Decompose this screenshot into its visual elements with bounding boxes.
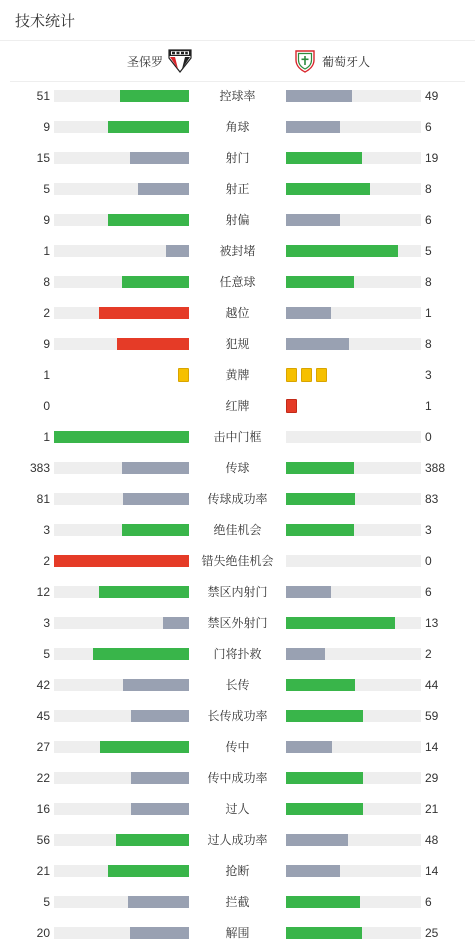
home-stat-value: 81 [36, 492, 50, 506]
home-stat-bar-fill [120, 90, 189, 102]
stat-label: 解围 [225, 926, 250, 940]
stat-label: 射偏 [225, 213, 250, 227]
away-stat-bar-fill [286, 803, 363, 815]
home-stat-bar [54, 276, 189, 288]
away-stat-bar-fill [286, 927, 362, 939]
stat-row [0, 737, 475, 757]
away-stat-bar-fill [286, 245, 398, 257]
away-stat-value: 48 [425, 833, 439, 847]
yellow-card-icon [301, 368, 312, 382]
stat-label: 射门 [225, 151, 250, 165]
red-card-icon [286, 399, 297, 413]
home-stat-value: 5 [43, 182, 50, 196]
home-stat-bar-fill [108, 121, 189, 133]
away-stat-bar [286, 338, 421, 350]
away-cards [286, 399, 297, 413]
away-stat-value: 8 [425, 275, 432, 289]
home-cards [178, 368, 189, 382]
home-stat-bar-fill [117, 338, 189, 350]
home-stat-bar-fill [131, 772, 189, 784]
stat-label: 红牌 [225, 399, 250, 413]
home-stat-bar [54, 803, 189, 815]
stat-label: 传球成功率 [207, 492, 268, 506]
away-stat-value: 19 [425, 151, 439, 165]
away-stat-bar-fill [286, 183, 370, 195]
home-stat-bar [54, 710, 189, 722]
home-stat-value: 8 [43, 275, 50, 289]
title-bar [0, 0, 475, 41]
stat-row [0, 799, 475, 819]
away-stat-bar [286, 865, 421, 877]
stat-row [0, 892, 475, 912]
home-stat-value: 42 [36, 678, 50, 692]
away-stat-bar-fill [286, 896, 360, 908]
home-stat-value: 3 [43, 523, 50, 537]
away-stat-value: 29 [425, 771, 439, 785]
yellow-card-icon [178, 368, 189, 382]
stat-row [0, 830, 475, 850]
home-stat-value: 22 [36, 771, 50, 785]
stat-row [0, 272, 475, 292]
stat-row [0, 365, 475, 385]
home-stat-bar-fill [122, 276, 190, 288]
away-stat-value: 388 [425, 461, 446, 475]
away-cards [286, 368, 327, 382]
stat-label: 任意球 [219, 275, 256, 289]
home-stat-bar-fill [122, 524, 190, 536]
home-stat-bar [54, 896, 189, 908]
away-stat-bar [286, 679, 421, 691]
away-stat-bar-fill [286, 493, 355, 505]
away-stat-bar-fill [286, 617, 395, 629]
home-stat-value: 1 [43, 368, 50, 382]
home-stat-value: 15 [36, 151, 50, 165]
stat-label: 犯规 [225, 337, 250, 351]
home-stat-bar [54, 214, 189, 226]
home-stat-bar [54, 648, 189, 660]
home-stat-value: 27 [36, 740, 50, 754]
stat-row [0, 86, 475, 106]
home-stat-bar-fill [130, 927, 189, 939]
away-stat-bar [286, 214, 421, 226]
stat-label: 击中门框 [213, 430, 262, 444]
away-stat-bar [286, 90, 421, 102]
home-stat-bar-fill [123, 679, 189, 691]
stat-label: 过人成功率 [207, 833, 268, 847]
home-stat-bar [54, 865, 189, 877]
home-stat-value: 9 [43, 120, 50, 134]
away-stat-value: 1 [425, 306, 432, 320]
away-stat-bar-fill [286, 90, 352, 102]
stat-row [0, 241, 475, 261]
page-title: 技术统计 [15, 12, 76, 30]
stat-row [0, 706, 475, 726]
away-stat-value: 8 [425, 337, 432, 351]
away-team-name: 葡萄牙人 [322, 54, 371, 69]
stat-row [0, 520, 475, 540]
home-team-name: 圣保罗 [126, 54, 163, 69]
home-stat-value: 21 [36, 864, 50, 878]
stat-label: 射正 [225, 182, 250, 196]
stat-row [0, 613, 475, 633]
away-stat-bar-fill [286, 462, 354, 474]
away-stat-value: 13 [425, 616, 439, 630]
away-stat-bar [286, 617, 421, 629]
away-stat-value: 5 [425, 244, 432, 258]
stat-row [0, 210, 475, 230]
stat-row [0, 117, 475, 137]
stat-row [0, 148, 475, 168]
home-stat-bar [54, 431, 189, 443]
away-stat-bar-fill [286, 772, 363, 784]
home-stat-bar [54, 493, 189, 505]
stat-label: 禁区内射门 [207, 585, 268, 599]
stat-label: 长传 [225, 678, 250, 692]
away-stat-bar [286, 183, 421, 195]
away-stat-bar-fill [286, 865, 340, 877]
stat-label: 拦截 [225, 895, 250, 909]
away-stat-bar-fill [286, 710, 363, 722]
away-stat-value: 59 [425, 709, 439, 723]
away-team-crest-icon [292, 48, 318, 74]
home-stat-bar [54, 741, 189, 753]
away-team[interactable] [292, 41, 370, 81]
away-stat-bar [286, 741, 421, 753]
stat-row [0, 458, 475, 478]
away-stat-bar-fill [286, 741, 332, 753]
home-stat-bar [54, 524, 189, 536]
home-stat-bar-fill [128, 896, 189, 908]
away-stat-bar-fill [286, 276, 354, 288]
stat-label: 越位 [225, 306, 250, 320]
home-stat-value: 3 [43, 616, 50, 630]
home-stat-bar-fill [100, 741, 189, 753]
away-stat-value: 3 [425, 523, 432, 537]
away-stat-value: 6 [425, 585, 432, 599]
stat-row [0, 303, 475, 323]
stat-label: 禁区外射门 [207, 616, 268, 630]
home-stat-bar-fill [138, 183, 189, 195]
stat-label: 传球 [225, 461, 250, 475]
home-stat-bar-fill [54, 555, 189, 567]
home-stat-value: 1 [43, 430, 50, 444]
away-stat-bar-fill [286, 121, 340, 133]
away-stat-value: 6 [425, 213, 432, 227]
away-stat-value: 1 [425, 399, 432, 413]
away-stat-bar [286, 896, 421, 908]
home-stat-bar [54, 245, 189, 257]
stat-row [0, 582, 475, 602]
away-stat-bar [286, 555, 421, 567]
stat-row [0, 489, 475, 509]
away-stat-bar [286, 493, 421, 505]
away-stat-bar [286, 803, 421, 815]
stat-row [0, 644, 475, 664]
team-header [10, 41, 465, 82]
home-stat-bar-fill [116, 834, 189, 846]
home-stat-bar [54, 679, 189, 691]
away-stat-bar-fill [286, 834, 348, 846]
away-stat-value: 0 [425, 430, 432, 444]
stat-label: 绝佳机会 [213, 523, 262, 537]
away-stat-bar [286, 121, 421, 133]
away-stat-bar [286, 524, 421, 536]
away-stat-bar [286, 276, 421, 288]
home-stat-bar [54, 617, 189, 629]
home-stat-value: 12 [36, 585, 50, 599]
away-stat-value: 14 [425, 864, 439, 878]
away-stat-bar [286, 710, 421, 722]
home-stat-value: 45 [36, 709, 50, 723]
away-stat-value: 2 [425, 647, 432, 661]
home-stat-bar [54, 927, 189, 939]
home-stat-bar-fill [99, 586, 189, 598]
away-stat-bar [286, 462, 421, 474]
away-stat-bar [286, 927, 421, 939]
home-stat-bar [54, 462, 189, 474]
away-stat-bar [286, 772, 421, 784]
stat-label: 门将扑救 [213, 647, 262, 661]
away-stat-bar-fill [286, 586, 331, 598]
home-stat-value: 2 [43, 306, 50, 320]
stat-row [0, 427, 475, 447]
home-stat-bar [54, 338, 189, 350]
away-stat-value: 3 [425, 368, 432, 382]
home-stat-bar-fill [122, 462, 190, 474]
away-stat-bar [286, 648, 421, 660]
home-stat-bar-fill [131, 710, 189, 722]
home-stat-bar [54, 555, 189, 567]
away-stat-bar-fill [286, 648, 325, 660]
stat-row [0, 179, 475, 199]
stat-label: 黄牌 [225, 368, 250, 382]
away-stat-value: 49 [425, 89, 439, 103]
away-stat-bar-fill [286, 338, 349, 350]
stat-label: 被封堵 [219, 244, 256, 258]
away-stat-bar [286, 245, 421, 257]
away-stat-bar [286, 307, 421, 319]
home-stat-bar [54, 834, 189, 846]
stat-label: 传中 [225, 740, 250, 754]
stat-row [0, 551, 475, 571]
home-stat-value: 56 [36, 833, 50, 847]
home-stat-bar [54, 121, 189, 133]
home-stat-bar [54, 152, 189, 164]
stat-row [0, 396, 475, 416]
home-stat-bar [54, 90, 189, 102]
away-stat-bar [286, 834, 421, 846]
home-stat-bar-fill [130, 152, 189, 164]
stat-label: 过人 [225, 802, 250, 816]
stat-label: 错失绝佳机会 [201, 554, 274, 568]
home-stat-bar-fill [131, 803, 189, 815]
away-stat-value: 0 [425, 554, 432, 568]
home-stat-bar-fill [99, 307, 189, 319]
yellow-card-icon [286, 368, 297, 382]
home-stat-value: 383 [29, 461, 50, 475]
stat-label: 角球 [225, 120, 250, 134]
away-stat-value: 8 [425, 182, 432, 196]
away-stat-bar [286, 586, 421, 598]
away-stat-value: 6 [425, 895, 432, 909]
home-stat-value: 51 [36, 89, 50, 103]
away-stat-value: 6 [425, 120, 432, 134]
home-stat-bar [54, 183, 189, 195]
home-stat-bar-fill [108, 865, 189, 877]
home-stat-value: 5 [43, 647, 50, 661]
home-team-crest-icon [167, 48, 193, 74]
away-stat-value: 83 [425, 492, 439, 506]
stat-row [0, 675, 475, 695]
stat-row [0, 923, 475, 943]
home-stat-value: 5 [43, 895, 50, 909]
home-stat-value: 16 [36, 802, 50, 816]
away-stat-bar-fill [286, 214, 340, 226]
away-stat-bar-fill [286, 307, 331, 319]
home-team[interactable] [127, 41, 193, 81]
stat-label: 控球率 [219, 89, 256, 103]
away-stat-bar-fill [286, 524, 354, 536]
stat-label: 抢断 [225, 864, 250, 878]
stat-label: 长传成功率 [207, 709, 268, 723]
stat-row [0, 334, 475, 354]
home-stat-bar-fill [163, 617, 189, 629]
home-stat-bar-fill [54, 431, 189, 443]
away-stat-bar [286, 152, 421, 164]
home-stat-value: 20 [36, 926, 50, 940]
home-stat-bar-fill [93, 648, 189, 660]
stat-row [0, 768, 475, 788]
away-stat-bar [286, 431, 421, 443]
yellow-card-icon [316, 368, 327, 382]
home-stat-value: 9 [43, 337, 50, 351]
away-stat-bar-fill [286, 152, 362, 164]
home-stat-bar-fill [108, 214, 189, 226]
home-stat-value: 2 [43, 554, 50, 568]
home-stat-bar-fill [166, 245, 189, 257]
home-stat-value: 9 [43, 213, 50, 227]
away-stat-value: 21 [425, 802, 439, 816]
home-stat-bar [54, 586, 189, 598]
stat-row [0, 861, 475, 881]
away-stat-value: 14 [425, 740, 439, 754]
home-stat-value: 0 [43, 399, 50, 413]
home-stat-bar [54, 772, 189, 784]
away-stat-value: 25 [425, 926, 439, 940]
home-stat-bar-fill [123, 493, 189, 505]
away-stat-value: 44 [425, 678, 439, 692]
away-stat-bar-fill [286, 679, 355, 691]
stat-label: 传中成功率 [207, 771, 268, 785]
home-stat-bar [54, 307, 189, 319]
home-stat-value: 1 [43, 244, 50, 258]
